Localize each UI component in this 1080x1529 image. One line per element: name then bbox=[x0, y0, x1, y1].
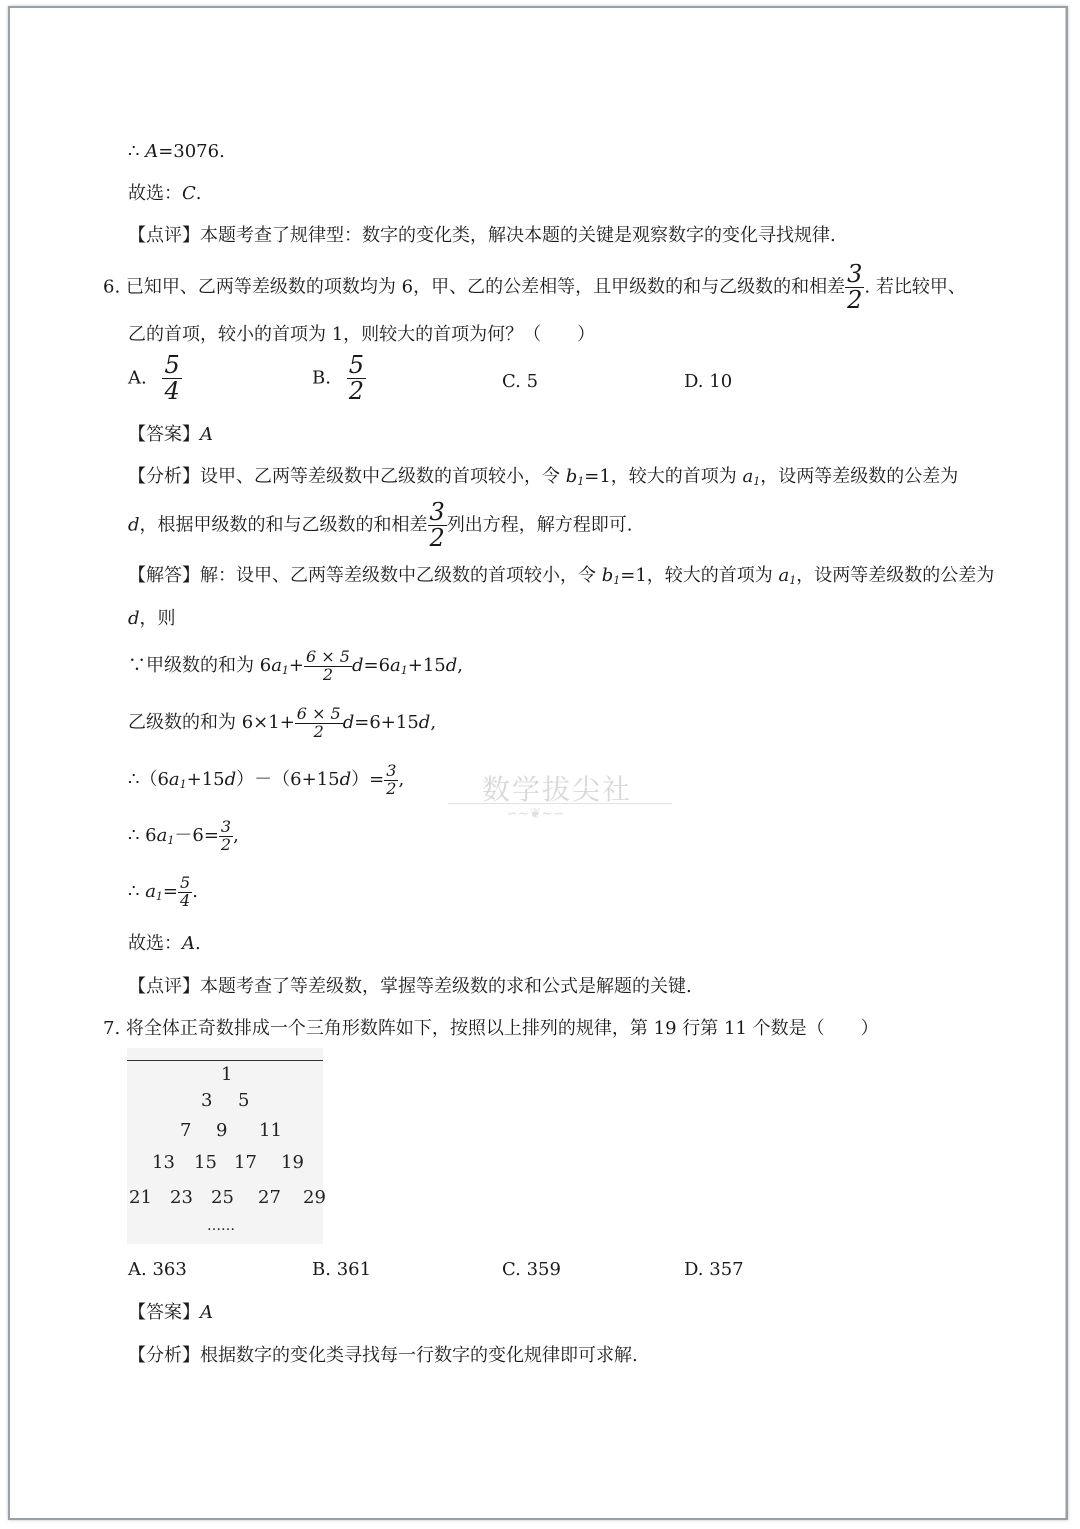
q6-comment: 【点评】本题考查了等差级数，掌握等差级数的求和公式是解题的关键. bbox=[128, 976, 692, 997]
triangle-number: 3 bbox=[201, 1090, 213, 1111]
q6-step1: ∵甲级数的和为 $6a_1+$ $\frac{6 \times 5}{2}$ $d=6a_1+15d$, bbox=[128, 646, 464, 684]
triangle-number: 15 bbox=[194, 1152, 217, 1173]
q7-answer: 【答案】A bbox=[128, 1302, 213, 1323]
triangle-number: 19 bbox=[281, 1152, 304, 1173]
q6-step2: 乙级数的和为 6×1+ $\frac{6 \times 5}{2}$ d=6+15d, bbox=[128, 703, 437, 741]
q6-option-c[interactable]: C. 5 bbox=[502, 371, 539, 392]
q6-solution-line2: d，则 bbox=[128, 608, 176, 629]
q6-step3: $\therefore(6a_1+15d)-(6+15d)=$ $\frac{3}{2}$ , bbox=[128, 760, 405, 798]
q6-answer: 【答案】A bbox=[128, 424, 213, 445]
q6-analysis-fraction: $\frac{3}{2}$ bbox=[429, 498, 445, 553]
q6-stem-line1: 6. 已知甲、乙两等差级数的项数均为 6，甲、乙的公差相等，且甲级数的和与乙级数的和相差 $\frac{3}{2}$ . 若比较甲、 bbox=[103, 260, 966, 315]
q6-choice: 故选：A. bbox=[128, 933, 201, 954]
q7-option-a[interactable]: A. 363 bbox=[128, 1259, 187, 1280]
q6-step5: ∴ $a_1=$ $\frac{5}{4}$ . bbox=[128, 872, 198, 910]
q6-analysis-line2: d，根据甲级数的和与乙级数的和相差 $\frac{3}{2}$ 列出方程，解方程即可. bbox=[128, 498, 633, 553]
q6-analysis-line1: 【分析】设甲、乙两等差级数中乙级数的首项较小，令 $b_1=1$，较大的首项为 $a_1$，设两等差级数的公差为 bbox=[128, 466, 959, 488]
triangle-number: 17 bbox=[234, 1152, 257, 1173]
triangle-number: 7 bbox=[180, 1120, 192, 1141]
q7-stem: 7. 将全体正奇数排成一个三角形数阵如下，按照以上排列的规律，第 19 行第 11 个数是（ ） bbox=[103, 1018, 879, 1039]
triangle-number: 5 bbox=[238, 1090, 250, 1111]
q7-number: 7. bbox=[103, 1018, 121, 1039]
watermark: 数学拔尖社 bbox=[482, 773, 633, 806]
q7-analysis: 【分析】根据数字的变化类寻找每一行数字的变化规律即可求解. bbox=[128, 1345, 638, 1366]
triangle-ellipsis: …… bbox=[207, 1218, 235, 1234]
q7-option-c[interactable]: C. 359 bbox=[502, 1259, 561, 1280]
watermark-flourish-icon: ∽∼❦∼∽ bbox=[506, 806, 565, 822]
triangle-number: 23 bbox=[170, 1187, 193, 1208]
triangle-number: 11 bbox=[259, 1120, 282, 1141]
triangle-number: 25 bbox=[211, 1187, 234, 1208]
prev-comment: 【点评】本题考查了规律型：数字的变化类，解决本题的关键是观察数字的变化寻找规律. bbox=[128, 225, 836, 246]
prev-conclusion: ∴ A=3076. bbox=[128, 141, 225, 162]
prev-choice: 故选：C. bbox=[128, 183, 202, 204]
triangle-number: 9 bbox=[216, 1120, 228, 1141]
q6-option-a[interactable]: A. $\frac{5}{4}$ bbox=[128, 351, 180, 406]
q6-number: 6. bbox=[103, 276, 121, 298]
q6-step4: ∴ $6a_1-6=$ $\frac{3}{2}$ , bbox=[128, 816, 239, 854]
q7-option-d[interactable]: D. 357 bbox=[684, 1259, 744, 1280]
triangle-number: 21 bbox=[129, 1187, 152, 1208]
q6-stem-fraction: $\frac{3}{2}$ bbox=[847, 260, 863, 315]
q6-stem-line2: 乙的首项，较小的首项为 1，则较大的首项为何？（ ） bbox=[128, 324, 596, 345]
triangle-number: 27 bbox=[258, 1187, 281, 1208]
watermark-divider bbox=[448, 803, 672, 804]
q6-option-b[interactable]: B. $\frac{5}{2}$ bbox=[312, 351, 364, 406]
q7-option-b[interactable]: B. 361 bbox=[312, 1259, 372, 1280]
triangle-number: 13 bbox=[152, 1152, 175, 1173]
triangle-number: 1 bbox=[221, 1064, 233, 1085]
q6-solution-line1: 【解答】解：设甲、乙两等差级数中乙级数的首项较小，令 $b_1=1$，较大的首项为 $a_1$，设两等差级数的公差为 bbox=[128, 565, 995, 587]
q6-option-d[interactable]: D. 10 bbox=[684, 371, 733, 392]
triangle-number: 29 bbox=[303, 1187, 326, 1208]
q7-number-triangle bbox=[127, 1048, 326, 1244]
